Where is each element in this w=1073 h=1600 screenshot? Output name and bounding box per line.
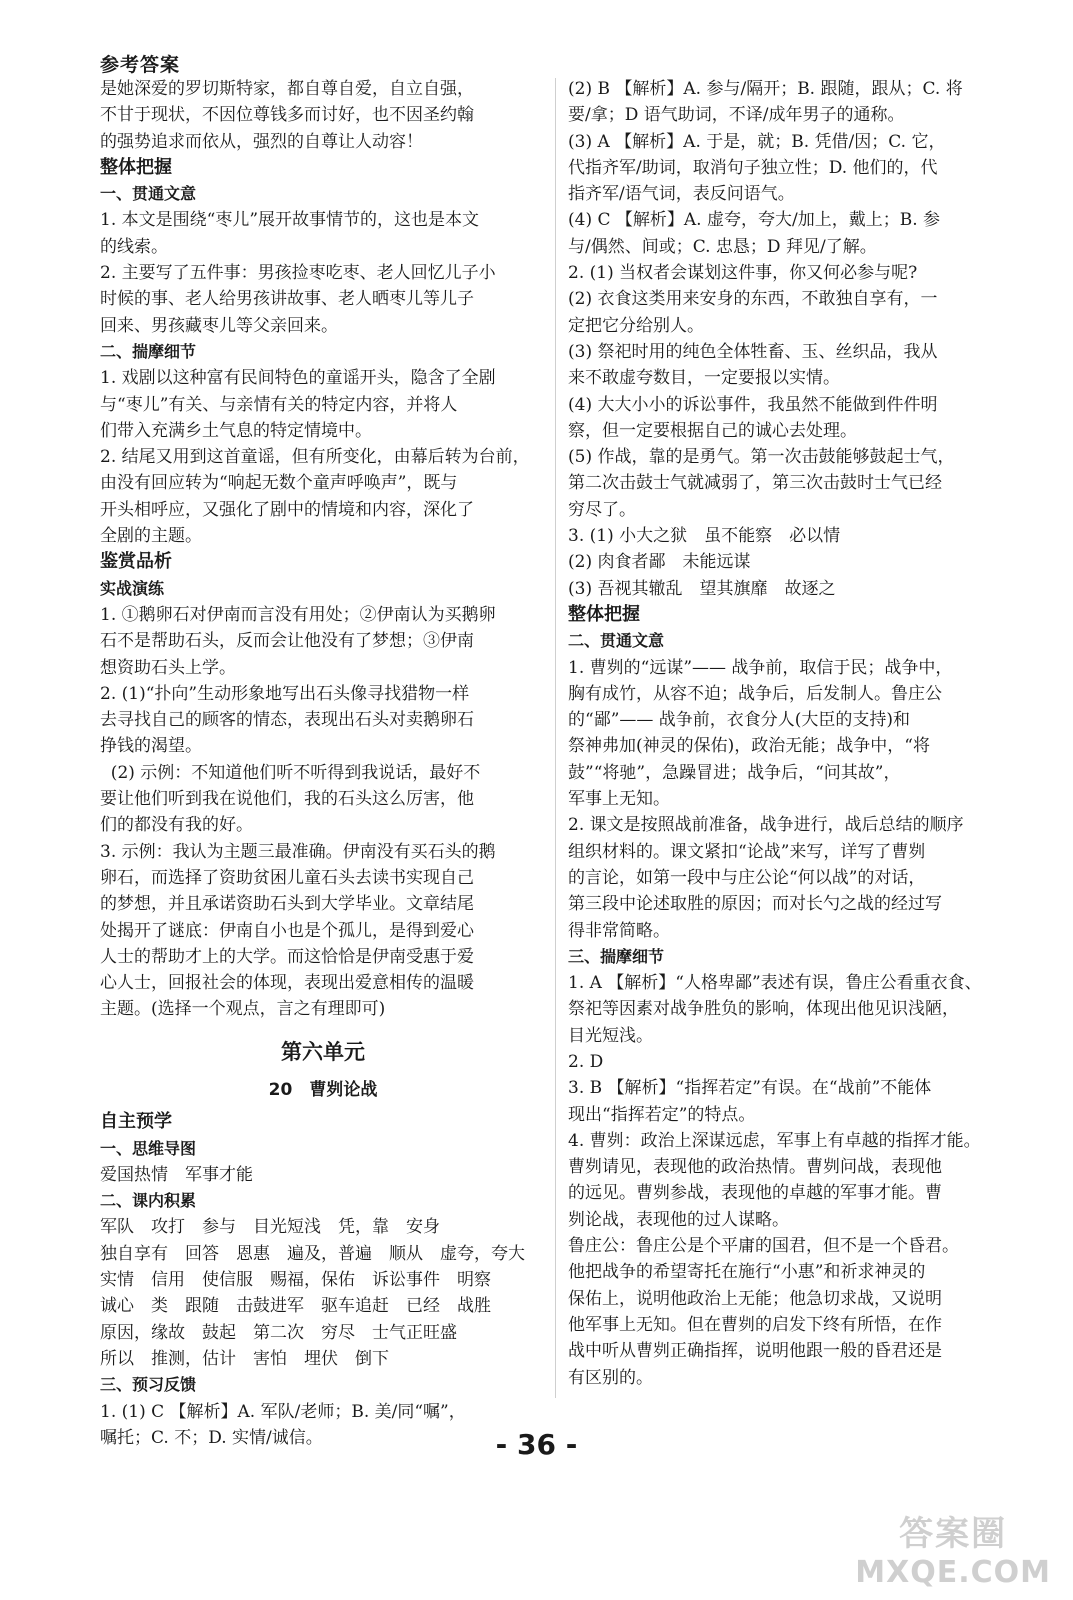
text-line: (2) B 【解析】A. 参与/隔开；B. 跟随，跟从；C. 将 — [568, 79, 963, 99]
text-line: 战中听从曹刿正确指挥，说明他跟一般的昏君还是 — [568, 1341, 942, 1362]
text-line: 1. A 【解析】“人格卑鄙”表述有误，鲁庄公看重衣食、 — [568, 973, 982, 994]
watermark-text-top: 答案圈 — [899, 1514, 1008, 1554]
text-line: 人士的帮助才上的大学。而这恰恰是伊南受惠于爱 — [100, 946, 474, 967]
text-line: 是她深爱的罗切斯特家，都自尊自爱，自立自强， — [100, 79, 474, 99]
text-line: 1. 曹刿的“远谋”—— 战争前，取信于民；战争中， — [568, 657, 953, 678]
text-line: 心人士，回报社会的体现，表现出爱意相传的温暖 — [100, 973, 474, 994]
text-line: 刿论战，表现他的过人谋略。 — [568, 1209, 789, 1230]
answer-column-left — [100, 76, 546, 1451]
text-line: 的梦想，并且承诺资助石头到大学毕业。文章结尾 — [100, 894, 474, 915]
text-line: 挣钱的渴望。 — [100, 736, 202, 757]
text-line: 第三段中论述取胜的原因；而对长勺之战的经过写 — [568, 894, 942, 915]
text-line: (2) 示例：不知道他们听不听得到我说话，最好不 — [100, 762, 481, 783]
text-line: 1. 戏剧以这种富有民间特色的童谣开头，隐含了全剧 — [100, 368, 496, 389]
text-line: 祭祀等因素对战争胜负的影响，体现出他见识浅陋， — [568, 999, 959, 1020]
text-line: 爱国热情 军事才能 — [100, 1164, 253, 1185]
column-divider — [555, 78, 556, 1398]
text-line: 3. B 【解析】“指挥若定”有误。在“战前”不能体 — [568, 1078, 932, 1099]
text-line: 要让他们听到我在说他们，我的石头这么厉害，他 — [100, 789, 474, 810]
subsection-heading: 一、思维导图 — [100, 1138, 197, 1158]
text-line: 实情 信用 使信服 赐福，保佑 诉讼事件 明察 — [100, 1270, 491, 1291]
text-line: 代指齐军/助词，取消句子独立性；D. 他们的，代 — [568, 157, 938, 178]
text-line: 2. 课文是按照战前准备，战争进行，战后总结的顺序 — [568, 815, 964, 836]
text-line: 时候的事、老人给男孩讲故事、老人晒枣儿等儿子 — [100, 289, 474, 310]
text-line: (3) 祭祀时用的纯色全体牲畜、玉、丝织品，我从 — [568, 341, 938, 362]
text-line: 的远见。曹刿参战，表现他的卓越的军事才能。曹 — [568, 1183, 942, 1204]
text-line: 原因，缘故 鼓起 第二次 穷尽 士气正旺盛 — [100, 1322, 457, 1343]
subsection-heading: 二、贯通文意 — [568, 631, 665, 651]
unit-title: 第六单元 — [281, 1039, 365, 1064]
subsection-heading: 二、课内积累 — [100, 1191, 197, 1211]
text-line: 1. (1) C 【解析】A. 军队/老师；B. 美/同“嘱”， — [100, 1401, 466, 1422]
text-line: 的言论，如第一段中与庄公论“何以战”的对话， — [568, 867, 926, 888]
text-line: 第二次击鼓士气就减弱了，第三次击鼓时士气已经 — [568, 473, 942, 494]
text-line: 回来、男孩藏枣儿等父亲回来。 — [100, 315, 338, 336]
subsection-heading: 三、揣摩细节 — [568, 946, 665, 966]
text-line: 全剧的主题。 — [100, 526, 202, 547]
watermark-logo — [855, 1506, 1051, 1590]
text-line: 独自享有 回答 恩惠 遍及，普遍 顺从 虚夸，夸大 — [100, 1243, 525, 1264]
text-line: 他把战争的希望寄托在施行“小惠”和祈求神灵的 — [568, 1262, 926, 1283]
text-line: 鲁庄公：鲁庄公是个平庸的国君，但不是一个昏君。 — [568, 1236, 959, 1257]
text-line: 去寻找自己的顾客的情态，表现出石头对卖鹅卵石 — [100, 710, 474, 731]
text-line: (4) 大大小小的诉讼事件，我虽然不能做到件件明 — [568, 394, 938, 415]
text-line: 2. 主要写了五件事：男孩捡枣吃枣、老人回忆儿子小 — [100, 263, 496, 284]
text-line: 3. 示例：我认为主题三最准确。伊南没有买石头的鹅 — [100, 841, 496, 862]
text-line: 们的都没有我的好。 — [100, 815, 253, 836]
text-line: 现出“指挥若定”的特点。 — [568, 1104, 756, 1125]
text-line: 3. (1) 小大之狱 虽不能察 必以情 — [568, 526, 841, 547]
text-line: 得非常简略。 — [568, 920, 670, 941]
text-line: 开头相呼应，又强化了剧中的情境和内容，深化了 — [100, 499, 474, 520]
section-heading: 鉴赏品析 — [100, 551, 172, 573]
subsection-heading: 实战演练 — [100, 578, 165, 598]
text-line: 1. ①鹅卵石对伊南而言没有用处；②伊南认为买鹅卵 — [100, 604, 496, 625]
text-line: 要/拿；D 语气助词，不译/成年男子的通称。 — [568, 105, 905, 126]
text-line: 察，但一定要根据自己的诚心去处理。 — [568, 420, 857, 441]
subsection-heading: 三、预习反馈 — [100, 1375, 197, 1395]
text-line: 所以 推测，估计 害怕 埋伏 倒下 — [100, 1348, 389, 1369]
text-line: 指齐军/语气词，表反问语气。 — [568, 184, 795, 205]
text-line: (5) 作战，靠的是勇气。第一次击鼓能够鼓起士气， — [568, 447, 955, 468]
page-header-title: 参考答案 — [100, 54, 181, 76]
text-line: 军事上无知。 — [568, 789, 670, 810]
text-line: 2. 结尾又用到这首童谣，但有所变化，由幕后转为台前， — [100, 447, 530, 468]
text-line: 4. 曹刿：政治上深谋远虑，军事上有卓越的指挥才能。 — [568, 1130, 981, 1151]
section-heading: 整体把握 — [100, 156, 172, 178]
text-line: 诚心 类 跟随 击鼓进军 驱车追赶 已经 战胜 — [100, 1296, 491, 1317]
text-line: 有区别的。 — [568, 1367, 653, 1388]
text-line: 目光短浅。 — [568, 1025, 653, 1046]
text-line: 由没有回应转为“响起无数个童声呼唤声”，既与 — [100, 473, 458, 494]
text-line: (3) 吾视其辙乱 望其旗靡 故逐之 — [568, 578, 836, 599]
section-heading: 自主预学 — [100, 1111, 172, 1133]
subsection-heading: 一、贯通文意 — [100, 184, 197, 204]
text-line: 胸有成竹，从容不迫；战争后，后发制人。鲁庄公 — [568, 683, 942, 704]
text-line: 的“鄙”—— 战争前，衣食分人(大臣的支持)和 — [568, 710, 911, 731]
answer-column-right — [568, 76, 1008, 1391]
text-line: 2. D — [568, 1051, 604, 1072]
page-number: - 36 - — [495, 1428, 578, 1461]
text-line: 他军事上无知。但在曹刿的启发下终有所悟，在作 — [568, 1314, 942, 1335]
watermark-text-bottom: MXQE.COM — [855, 1555, 1051, 1590]
text-line: 们带入充满乡土气息的特定情境中。 — [100, 420, 372, 441]
text-line: (2) 肉食者鄙 未能远谋 — [568, 552, 751, 573]
text-line: (4) C 【解析】A. 虚夸，夸大/加上，戴上；B. 参 — [568, 210, 941, 231]
text-line: 穷尽了。 — [568, 499, 636, 520]
text-line: 的强势追求而依从，强烈的自尊让人动容！ — [100, 131, 423, 152]
text-line: 想资助石头上学。 — [100, 657, 236, 678]
text-line: 保佑上，说明他政治上无能；他急切求战，又说明 — [568, 1288, 942, 1309]
subsection-heading: 二、揣摩细节 — [100, 341, 197, 361]
text-line: 组织材料的。课文紧扣“论战”来写，详写了曹刿 — [568, 841, 926, 862]
text-line: 2. (1)“扑向”生动形象地写出石头像寻找猎物一样 — [100, 683, 470, 704]
text-line: 与“枣儿”有关、与亲情有关的特定内容，并将人 — [100, 394, 458, 415]
text-line: 军队 攻打 参与 目光短浅 凭，靠 安身 — [100, 1217, 440, 1238]
text-line: 嘱托；C. 不；D. 实情/诚信。 — [100, 1427, 323, 1448]
text-line: 曹刿请见，表现他的政治热情。曹刿问战，表现他 — [568, 1157, 942, 1178]
text-line: 不甘于现状，不因位尊钱多而讨好，也不因圣约翰 — [100, 105, 474, 126]
text-line: 鼓”“将驰”，急躁冒进；战争后，“问其故”， — [568, 762, 901, 783]
text-line: 来不敢虚夸数目，一定要报以实情。 — [568, 368, 840, 389]
text-line: 祭神弗加(神灵的保佑)，政治无能；战争中，“将 — [568, 736, 930, 757]
lesson-title: 20 曹刿论战 — [268, 1079, 378, 1100]
text-line: 定把它分给别人。 — [568, 315, 704, 336]
text-line: (2) 衣食这类用来安身的东西，不敢独自享有，一 — [568, 289, 938, 310]
text-line: (3) A 【解析】A. 于是，就；B. 凭借/因；C. 它， — [568, 131, 946, 152]
text-line: 的线索。 — [100, 236, 168, 257]
text-line: 卵石，而选择了资助贫困儿童石头去读书实现自己 — [100, 867, 474, 888]
text-line: 与/偶然、间或；C. 忠恳；D 拜见/了解。 — [568, 236, 877, 257]
section-heading: 整体把握 — [568, 603, 640, 625]
text-line: 石不是帮助石头，反而会让他没有了梦想；③伊南 — [100, 631, 474, 652]
text-line: 2. (1) 当权者会谋划这件事，你又何必参与呢? — [568, 263, 918, 284]
text-line: 1. 本文是围绕“枣儿”展开故事情节的，这也是本文 — [100, 210, 480, 231]
text-line: 处揭开了谜底：伊南自小也是个孤儿，是得到爱心 — [100, 920, 474, 941]
text-line: 主题。(选择一个观点，言之有理即可) — [100, 999, 386, 1020]
